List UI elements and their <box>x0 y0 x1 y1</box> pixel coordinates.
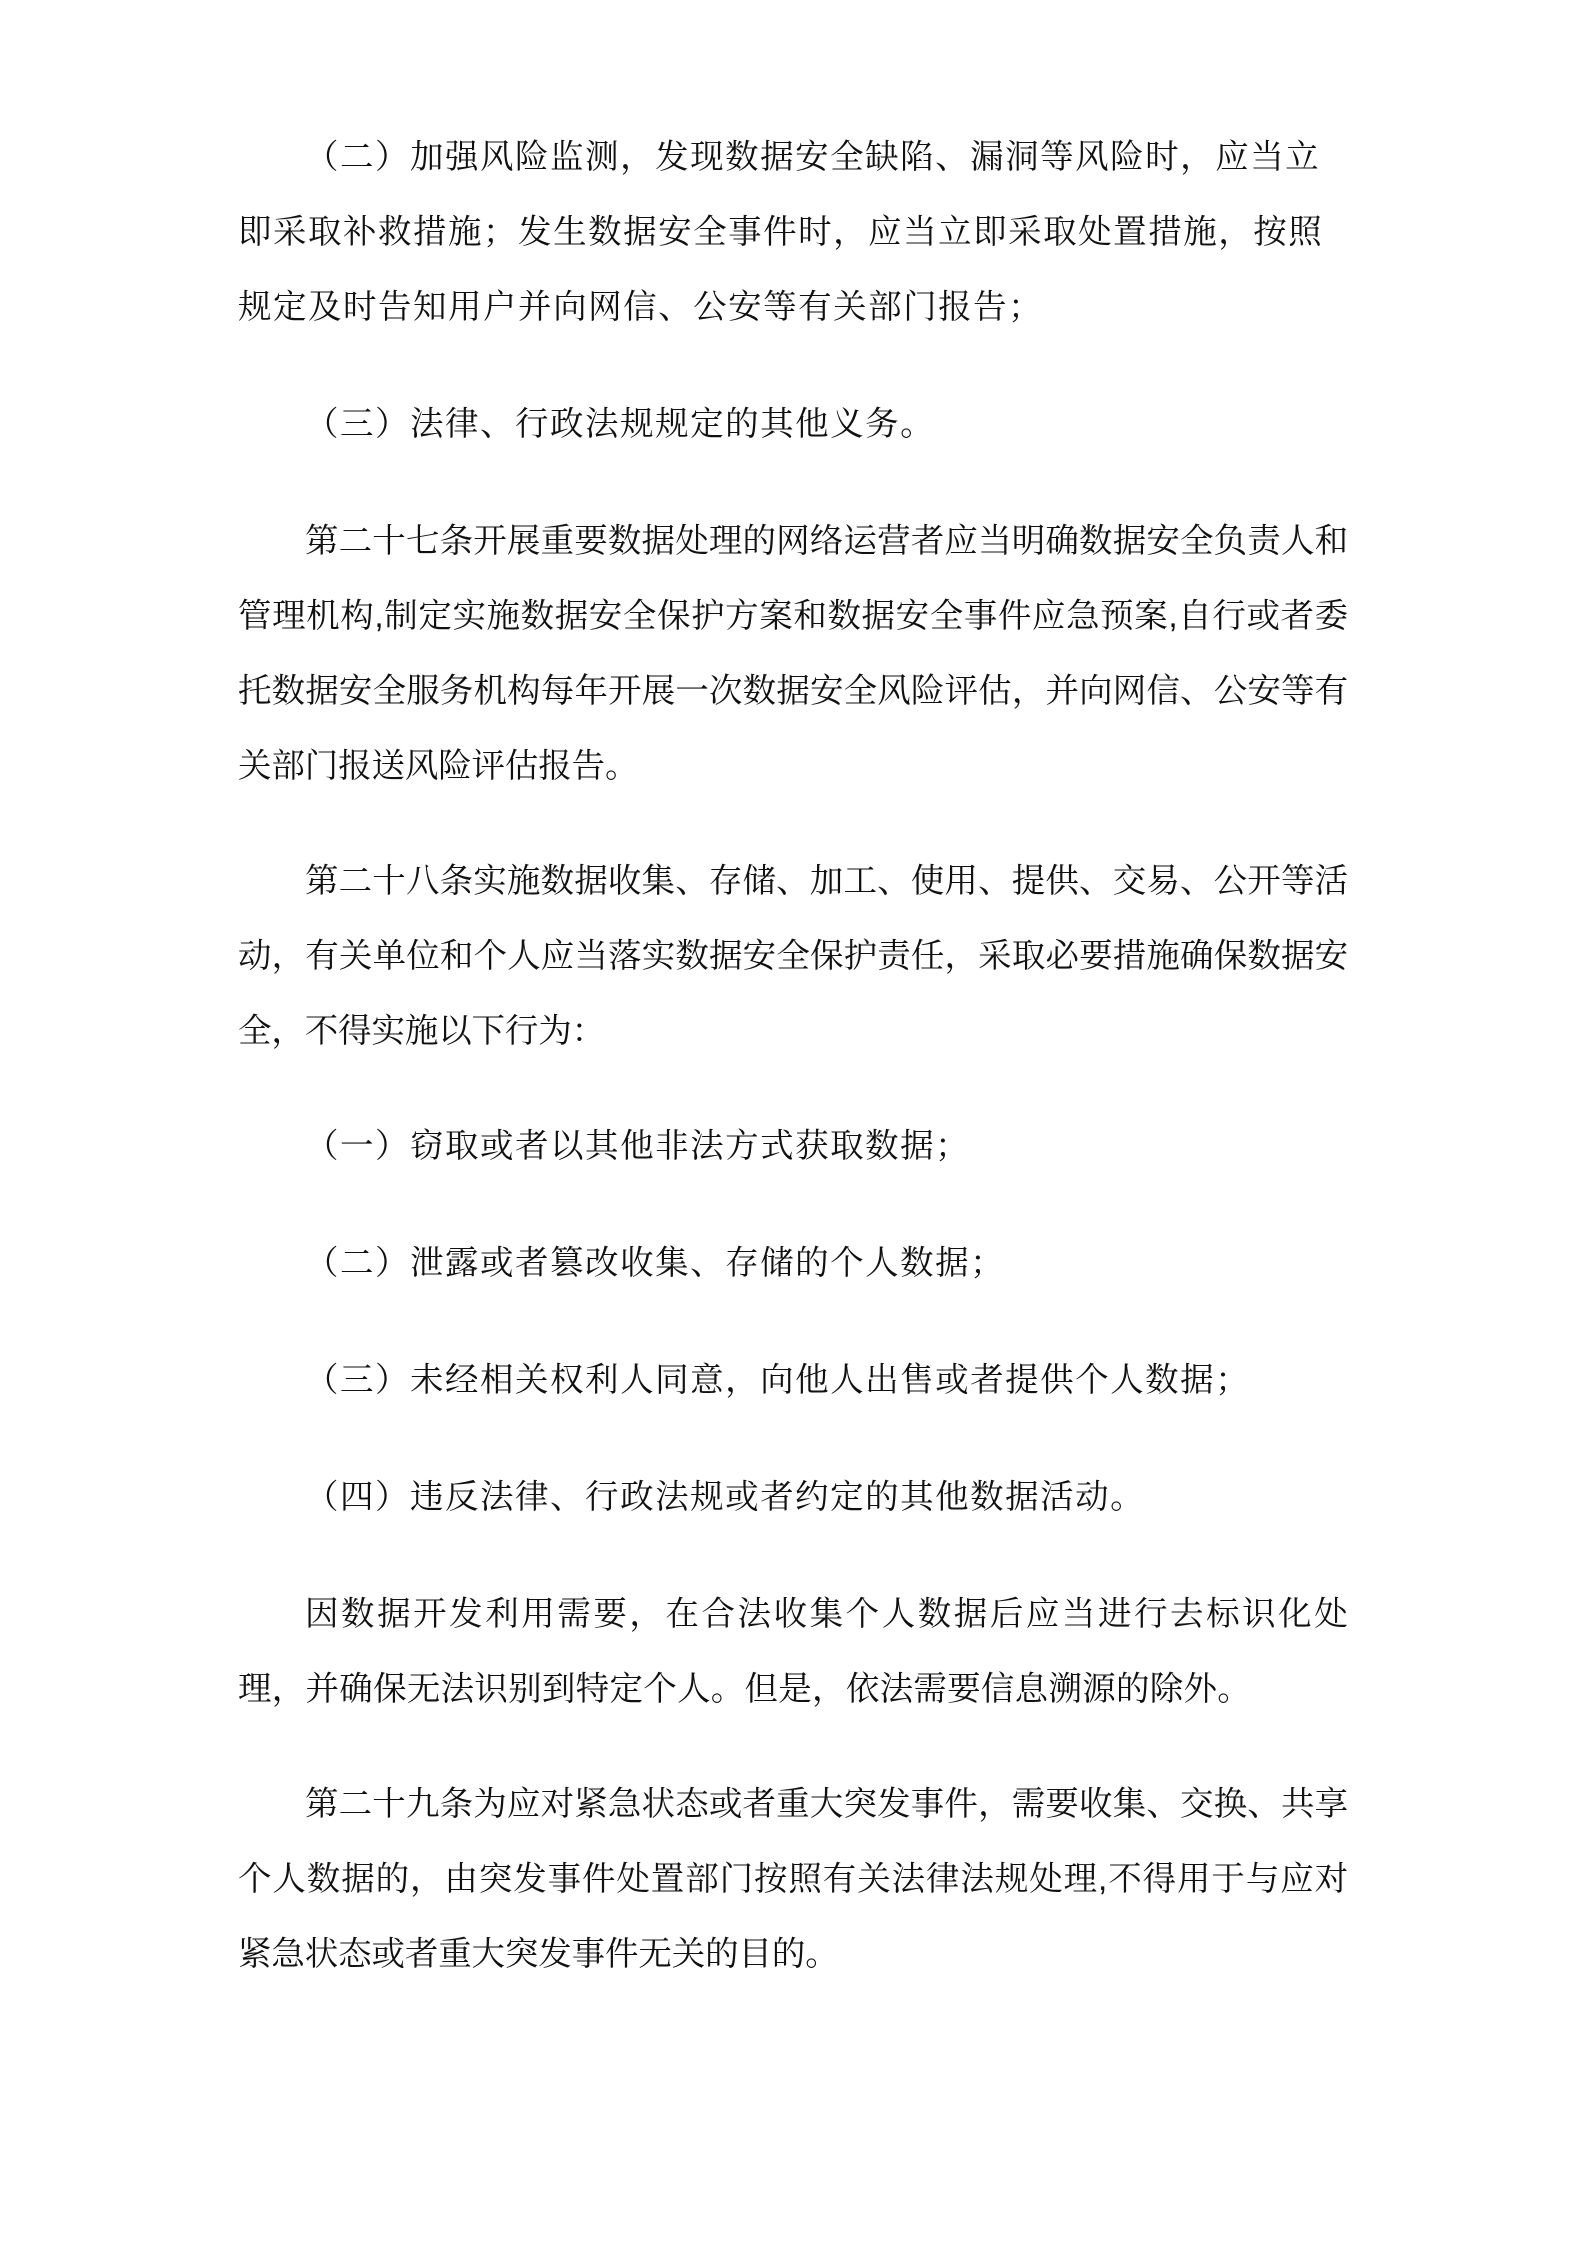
sub-item-26-3: （三）法律、行政法规规定的其他义务。 <box>305 406 936 443</box>
clause-de-identification: 因数据开发利用需要，在合法收集个人数据后应当进行去标识化处理，并确保无法识别到特定个人。但是，依法需要信息溯源的除外。 <box>238 1596 1348 1708</box>
article-28-paragraph: 第二十八条实施数据收集、存储、加工、使用、提供、交易、公开等活动，有关单位和个人应当落实数据安全保护责任，采取必要措施确保数据安全，不得实施以下行为： <box>238 863 1348 1050</box>
document-body <box>238 120 1348 1992</box>
sub-item-26-2: （二）加强风险监测，发现数据安全缺陷、漏洞等风险时，应当立即采取补救措施；发生数据安全事件时，应当立即采取处置措施，按照规定及时告知用户并向网信、公安等有关部门报告； <box>238 139 1324 326</box>
sub-item-28-4: （四）违反法律、行政法规或者约定的其他数据活动。 <box>305 1479 1146 1516</box>
article-29-paragraph: 第二十九条为应对紧急状态或者重大突发事件，需要收集、交换、共享个人数据的，由突发事件处置部门按照有关法律法规处理,不得用于与应对紧急状态或者重大突发事件无关的目的。 <box>238 1786 1348 1973</box>
sub-item-28-2: （二）泄露或者篡改收集、存储的个人数据； <box>305 1245 1006 1282</box>
sub-item-28-1: （一）窃取或者以其他非法方式获取数据； <box>305 1128 971 1165</box>
article-27-paragraph: 第二十七条开展重要数据处理的网络运营者应当明确数据安全负责人和管理机构,制定实施数据安全保护方案和数据安全事件应急预案,自行或者委托数据安全服务机构每年开展一次数据安全风险评估，并向网信、公安等有关部门报送风险评估报告。 <box>238 523 1348 785</box>
sub-item-28-3: （三）未经相关权利人同意，向他人出售或者提供个人数据； <box>305 1362 1251 1399</box>
